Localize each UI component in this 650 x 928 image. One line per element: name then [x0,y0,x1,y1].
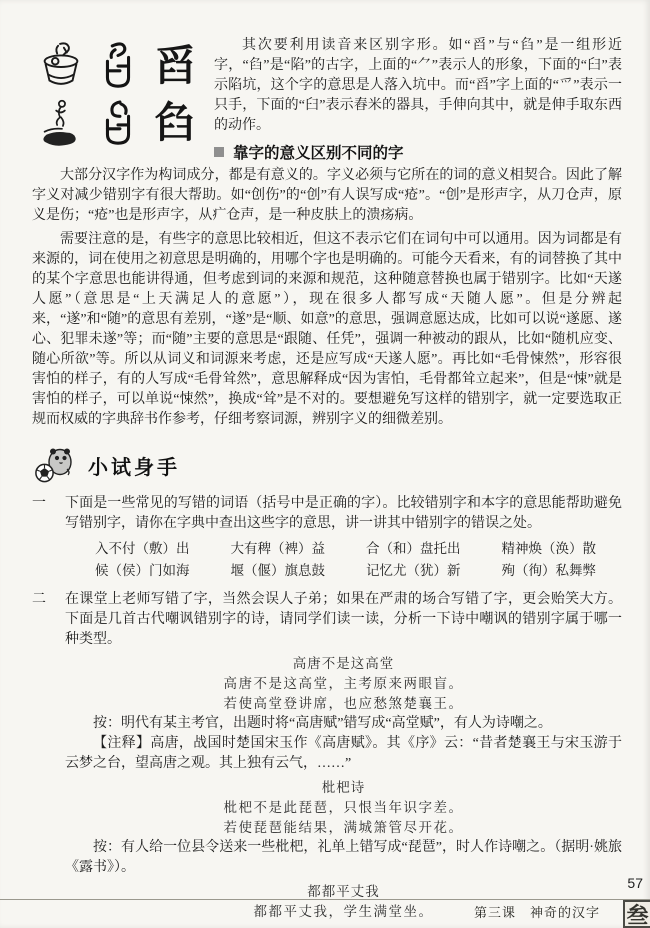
poem-line: 若使琵琶能结果，满城箫管尽开花。 [223,820,464,835]
word-item: 堰（偃）旗息鼓 [230,563,325,578]
section-paragraph-2: 需要注意的是，有些字的意思比较相近，但这不表示它们在词句中可以通用。因为词都是有来源的，词在使用之初意思是明确的，用哪个字也是明确的。可能今天看来，有的词替换了其中的某个字意思也能讲得通，但考虑到词的来源和规范，这种随意替换也属于错别字。比如“天遂人愿”（意思是“上天满足人的意愿”），现在很多人都写成“天随人愿”。但是分辨起来，“遂”和“随”的意思有差别，“遂”是“顺、如意”的意思，强调意愿达成，比如可以说“遂愿、遂心、犯罪未遂”等；而“随”主要的意思是“跟随、任凭”，强调一种被动的跟从，比如“随机应变、随心所欲”等。所以从词义和词源来考虑，还是应写成“天遂人愿”。再比如“毛骨悚然”，形容很害怕的样子，有的人写成“毛骨耸然”，意思解释成“因为害怕，毛骨都耸立起来”，但是“悚”就是害怕的样子，可以单说“悚然”，换成“耸”是不对的。要想避免写这样的错别字，就一定要选取正规而权威的字典辞书作参考，仔细考察词源，辨别字义的细微差别。 [32,232,622,427]
footer-caption [474,902,600,921]
poem-title: 都都平丈我 [307,884,380,899]
corner-stamp-character: 叁 [626,902,649,928]
section-paragraph-1: 大部分汉字作为构词成分，都是有意义的。字义必须与它所在的词的意义相契合。因此了解字义对减少错别字有很大帮助。如“创伤”的“创”有人误写成“疮”。“创”是形声字，从刀仓声，原义是伤；“疮”也是形声字，从疒仓声，是一种皮肤上的溃疡病。 [32,168,622,223]
word-row [95,560,596,582]
page-number: 57 [627,875,643,891]
section-heading [214,141,622,163]
exercise-2 [32,590,622,922]
poem-line: 枇杷不是此琵琶，只恨当年识字差。 [223,800,464,815]
word-item: 殉（徇）私舞弊 [501,563,596,578]
figure-falling-into-pit-drawing [32,95,89,152]
poem-line: 都都平丈我，学生满堂坐。 [253,904,434,919]
exercise-2-number: 二 [32,592,46,607]
poem-line: 若使高堂登讲席，也应愁煞楚襄王。 [223,696,464,711]
square-bullet-icon [214,147,224,157]
regular-script-xian-glyph: 臽 [154,100,197,147]
word-item: 记忆尤（犹）新 [366,563,461,578]
exercise-1 [32,494,622,583]
poem-pipa [65,778,622,878]
exercise-1-text: 下面是一些常见的写错的词语（括号中是正确的字）。比较错别字和本字的意思能帮助避免写错别字，请你在字典中查出这些字的意思，讲一讲其中错别字的错误之处。 [65,496,622,531]
word-item: 候（侯）门如海 [95,563,190,578]
intro-paragraph: 其次要利用读音来区别字形。如“舀”与“臽”是一组形近字，“臽”是“陷”的古字，上面的“⺈”表示人的形象，下面的“臼”表示陷坑，这个字的意思是人落入坑中。而“舀”字上面的“爫”表示一只手，下面的“臼”表示舂米的器具，手伸向其中，就是伸手取东西的动作。 [214,38,622,133]
practice-section-header [34,442,622,484]
poem-title: 枇杷诗 [321,780,366,795]
panda-soccer-icon [34,446,76,484]
footer-lesson: 第三课 [473,905,516,920]
character-evolution-illustrations [32,38,204,152]
regular-script-yao-glyph: 舀 [154,43,197,90]
word-item: 入不付（敷）出 [95,541,190,556]
exercise-1-number: 一 [32,496,46,511]
word-item: 合（和）盘托出 [366,541,461,556]
poem-line: 高唐不是这高堂，主考原来两眼盲。 [223,676,464,691]
corner-stamp [623,900,650,928]
poem-annotation: 【注释】高唐，战国时楚国宋玉作《高唐赋》。其《序》云：“昔者楚襄王与宋玉游于云梦之台，望高唐之观。其上独有云气，……” [65,736,622,771]
intro-block [32,36,622,226]
exercise-2-text: 在课堂上老师写错了字，当然会误人子弟；如果在严肃的场合写错了字，更会贻笑大方。下面是几首古代嘲讽错别字的诗，请同学们读一读，分析一下诗中嘲讽的错别字属于哪一种类型。 [65,592,622,647]
hand-in-mortar-drawing [32,38,89,95]
seal-script-xian-glyph [89,95,146,152]
section-title: 靠字的意义区别不同的字 [233,145,404,162]
poem-title: 高唐不是这高堂 [292,656,395,671]
poem-note: 按：明代有某主考官，出题时将“高唐赋”错写成“高堂赋”，有人为诗嘲之。 [93,716,552,731]
seal-script-yao-glyph [89,38,146,95]
misspelled-word-list [95,538,596,582]
practice-title: 小试身手 [88,457,180,479]
word-item: 大有稗（裨）益 [230,541,325,556]
footer-title: 神奇的汉字 [529,905,600,920]
poem-note: 按：有人给一位县令送来一些枇杷，礼单上错写成“琵琶”，时人作诗嘲之。（据明·姚旅《露书》）。 [65,840,622,875]
footer-rule [0,899,650,900]
word-item: 精神焕（涣）散 [501,541,596,556]
word-row [95,538,596,560]
poem-gaotang [65,654,622,774]
